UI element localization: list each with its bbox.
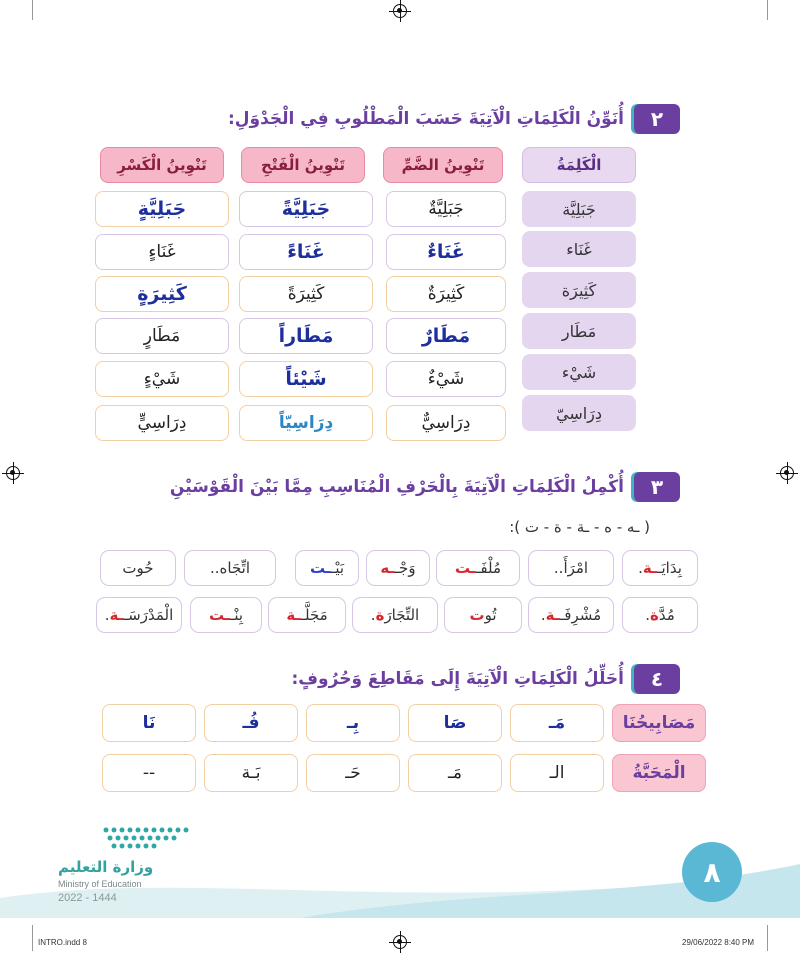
analysis-part: مَـ (510, 704, 604, 742)
section-3-header (170, 472, 680, 502)
section-4-title: أُحَلِّلُ الْكَلِمَاتِ الْآتِيَةَ إِلَى مَقَاطِعَ وَحُرُوفٍ: (291, 669, 624, 689)
crop-mark (32, 925, 33, 951)
damm-cell: غَنَاءٌ (386, 234, 506, 270)
registration-mark (780, 466, 794, 480)
page-number: ٨ (682, 842, 742, 902)
section-2-header (228, 104, 680, 134)
analysis-part: نَا (102, 704, 196, 742)
section-3-badge: ٣ (634, 472, 680, 502)
added-letter: ـة (109, 606, 124, 624)
letter-options: ( ـه - ه - ـة - ة - ت ): (509, 518, 650, 536)
word-stem: مَجَلَّـ (300, 606, 328, 624)
word-stem: بِنْـ (229, 606, 244, 624)
blank-dots: . (540, 606, 546, 624)
crop-mark (32, 0, 33, 20)
header-kasr: تَنْوِينُ الْكَسْرِ (100, 147, 224, 183)
damm-cell: دِرَاسِيٌّ (386, 405, 506, 441)
fath-cell: جَبَلِيَّةً (239, 191, 373, 227)
word-stem: التِّجَارَ (384, 606, 420, 624)
word-stem: وَجْـ (394, 559, 416, 577)
kasr-cell: كَثِيرَةٍ (95, 276, 229, 312)
word-stem: بَيْـ (330, 559, 345, 577)
fath-cell: شَيْئاً (239, 361, 373, 397)
added-letter: ة (650, 606, 659, 624)
word-stem: تُو (484, 606, 497, 624)
completion-word (96, 597, 182, 633)
completion-word (528, 550, 614, 586)
added-letter: ـه (380, 559, 395, 577)
analysis-part: -- (102, 754, 196, 792)
fath-cell: كَثِيرَةً (239, 276, 373, 312)
completion-word (622, 597, 698, 633)
completion-word (444, 597, 522, 633)
completion-word (268, 597, 346, 633)
completion-word (352, 597, 438, 633)
added-letter: ة (375, 606, 385, 624)
completion-word (622, 550, 698, 586)
word-cell: دِرَاسِيّ (522, 395, 636, 431)
word-cell: شَيْء (522, 354, 636, 390)
word-stem: حُوت (122, 559, 154, 577)
section-4-header (292, 664, 681, 694)
kasr-cell: دِرَاسِيٍّ (95, 405, 229, 441)
ministry-name-en: Ministry of Education (58, 879, 142, 889)
added-letter: ـت (309, 559, 331, 577)
kasr-cell: مَطَارٍ (95, 318, 229, 354)
damm-cell: كَثِيرَةٌ (386, 276, 506, 312)
completion-word (190, 597, 262, 633)
fath-cell: مَطَاراً (239, 318, 373, 354)
word-cell: جَبَلِيَّة (522, 191, 636, 227)
fath-cell: دِرَاسِيّاً (239, 405, 373, 441)
analysis-part: الـ (510, 754, 604, 792)
completion-word (295, 550, 359, 586)
word-stem: مُشْرِفَـ (559, 606, 602, 624)
word-stem: اتِّجَاه (219, 559, 251, 577)
blank-dots: . (370, 606, 376, 624)
edition-year: 2022 - 1444 (58, 892, 117, 904)
section-2-badge: ٢ (634, 104, 680, 134)
blank-dots: .. (210, 559, 220, 577)
kasr-cell: غَنَاءٍ (95, 234, 229, 270)
section-2-title: أُنَوِّنُ الْكَلِمَاتِ الْآتِيَةَ حَسَبَ الْمَطْلُوبِ فِي الْجَدْوَلِ: (227, 109, 624, 129)
analysis-part: حَـ (306, 754, 400, 792)
registration-mark (393, 935, 407, 949)
blank-dots: . (104, 606, 110, 624)
date-slug: 29/06/2022 8:40 PM (682, 938, 755, 947)
header-fath: تَنْوِينُ الْفَتْحِ (241, 147, 365, 183)
header-word: الْكَلِمَةُ (522, 147, 636, 183)
kasr-cell: شَيْءٍ (95, 361, 229, 397)
registration-mark (6, 466, 20, 480)
added-letter: ـت (455, 559, 477, 577)
crop-mark (767, 925, 768, 951)
damm-cell: مَطَارٌ (386, 318, 506, 354)
analysis-part: بَـة (204, 754, 298, 792)
blank-dots: .. (553, 559, 564, 577)
word-stem: مُدَّ (658, 606, 675, 624)
kasr-cell: جَبَلِيَّةٍ (95, 191, 229, 227)
ministry-logo-icon (100, 822, 192, 852)
analysis-word: الْمَحَبَّةُ (612, 754, 706, 792)
analysis-part: فُـ (204, 704, 298, 742)
blank-dots: . (645, 606, 650, 624)
crop-mark (767, 0, 768, 20)
completion-word (100, 550, 176, 586)
ministry-name-ar: وزارة التعليم (58, 858, 154, 876)
completion-word (436, 550, 520, 586)
added-letter: ت (469, 606, 485, 624)
word-stem: مُلْفَـ (476, 559, 501, 577)
analysis-word: مَصَابِيحُنَا (612, 704, 706, 742)
blank-dots: . (638, 559, 643, 577)
registration-mark (393, 4, 407, 18)
completion-word (366, 550, 430, 586)
analysis-part: بِـ (306, 704, 400, 742)
added-letter: ـة (286, 606, 301, 624)
header-damm: تَنْوِينُ الضَّمِّ (383, 147, 503, 183)
added-letter: ـة (642, 559, 658, 577)
word-cell: مَطَار (522, 313, 636, 349)
fath-cell: غَنَاءً (239, 234, 373, 270)
section-4-badge: ٤ (634, 664, 680, 694)
added-letter: ـة (545, 606, 560, 624)
completion-word (528, 597, 614, 633)
word-stem: الْمَدْرَسَـ (123, 606, 174, 624)
damm-cell: شَيْءٌ (386, 361, 506, 397)
damm-cell: جَبَلِيَّةٌ (386, 191, 506, 227)
section-3-title: أُكْمِلُ الْكَلِمَاتِ الْآتِيَةَ بِالْحَرْفِ الْمُنَاسِبِ مِمَّا بَيْنَ الْقَوْسَيْنِ (169, 477, 624, 497)
analysis-part: صَا (408, 704, 502, 742)
word-stem: بِدَايَـ (657, 559, 682, 577)
added-letter: ـت (208, 606, 230, 624)
completion-word (184, 550, 276, 586)
word-cell: كَثِيرَة (522, 272, 636, 308)
analysis-part: مَـ (408, 754, 502, 792)
word-cell: غَنَاء (522, 231, 636, 267)
word-stem: امْرَأَ (563, 559, 589, 577)
file-slug: INTRO.indd 8 (38, 938, 87, 947)
